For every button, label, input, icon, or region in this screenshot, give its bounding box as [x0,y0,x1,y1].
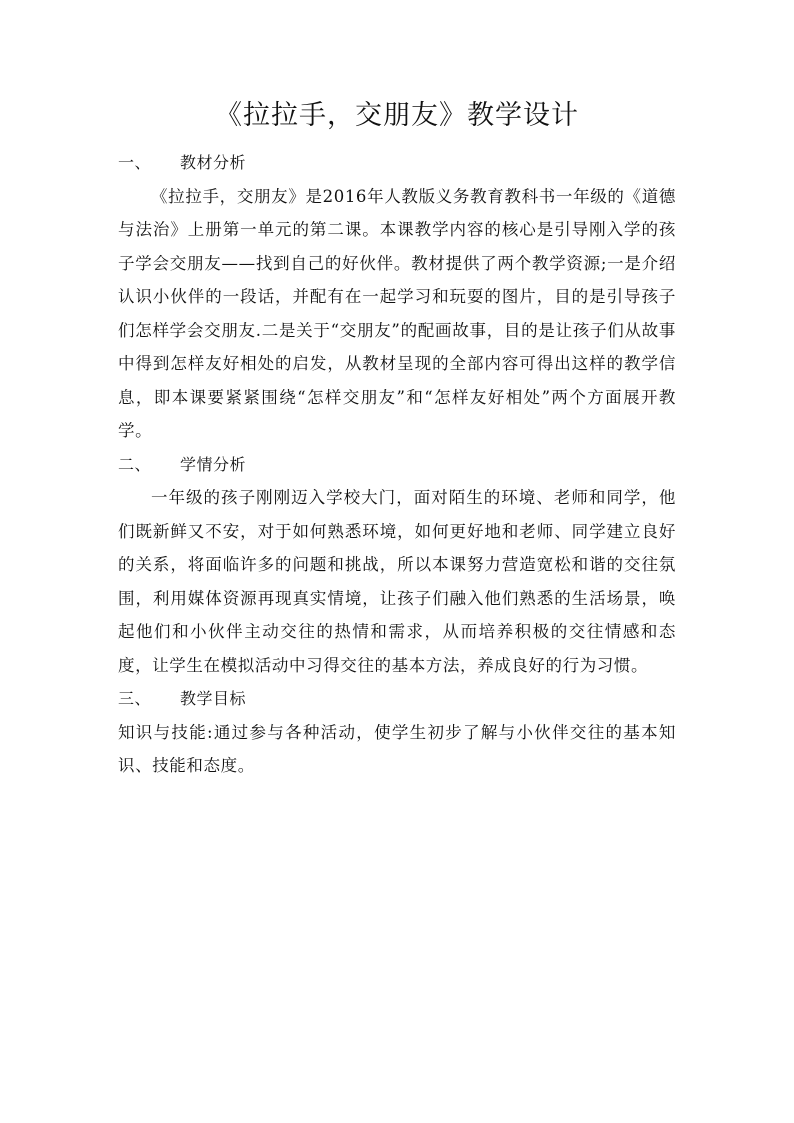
document-body [118,146,676,783]
section-number-3: 三、 [118,689,152,708]
section-title-1: 教材分析 [180,153,247,172]
section-paragraph-3: 知识与技能:通过参与各种活动，使学生初步了解与小伙伴交往的基本知识、技能和态度。 [118,722,676,775]
document-title: 《拉拉手，交朋友》教学设计 [215,100,579,131]
section-heading-3 [118,682,676,716]
section-paragraph-2: 一年级的孩子刚刚迈入学校大门，面对陌生的环境、老师和同学，他们既新鲜又不安，对于如何熟悉环境，如何更好地和老师、同学建立良好的关系，将面临许多的问题和挑战，所以本课努力营造宽松和谐的交往氛围，利用媒体资源再现真实情境，让孩子们融入他们熟悉的生活场景，唤起他们和小伙伴主动交往的热情和需求，从而培养积极的交往情感和态度，让学生在模拟活动中习得交往的基本方法，养成良好的行为习惯。 [118,488,676,675]
section-title-3: 教学目标 [180,689,247,708]
section-heading-2 [118,448,676,482]
section-number-1: 一、 [118,153,152,172]
section-number-2: 二、 [118,454,152,474]
section-heading-1 [118,146,676,180]
section-paragraph-1: 《拉拉手，交朋友》是2016年人教版义务教育教科书一年级的《道德与法治》上册第一单元的第二课。本课教学内容的核心是引导刚入学的孩子学会交朋友——找到自己的好伙伴。教材提供了两个教学资源;一是介绍认识小伙伴的一段话，并配有在一起学习和玩耍的图片，目的是引导孩子们怎样学会交朋友.二是关于“交朋友”的配画故事，目的是让孩子们从故事中得到怎样友好相处的启发，从教材呈现的全部内容可得出这样的教学信息，即本课要紧紧围绕“怎样交朋友”和“怎样友好相处”两个方面展开教学。 [118,186,676,440]
section-title-2: 学情分析 [180,454,247,474]
